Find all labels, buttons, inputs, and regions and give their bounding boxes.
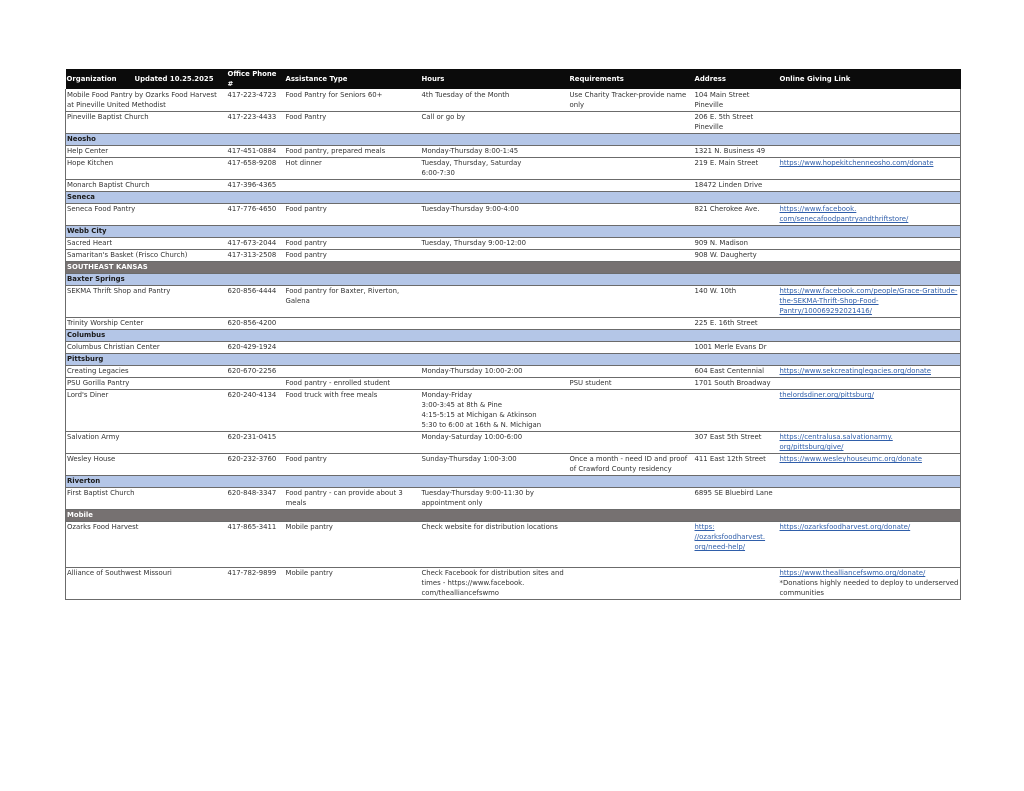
table-row [66,521,961,567]
online-giving-link[interactable]: thelordsdiner.org/pittsburg/ [779,391,874,399]
phone-cell [227,179,285,191]
organization-text: Mobile Food Pantry by Ozarks Food Harvest at Pineville United Methodist [67,90,217,109]
online-giving-cell [779,521,961,567]
requirements-cell [569,521,694,567]
address-text: 307 East 5th Street [694,433,762,441]
assistance-type-cell [285,203,421,225]
requirements-cell [569,365,694,377]
organization-text: Lord's Diner [67,391,109,399]
online-giving-link[interactable]: https://www.wesleyhouseumc.org/donate [779,455,922,463]
assistance-type-text: Food pantry [285,455,327,463]
hours-text: Monday-Thursday 8:00-1:45 [421,147,519,155]
requirements-text: PSU student [569,379,612,387]
organization-text: Help Center [67,147,109,155]
hours-cell [421,365,569,377]
city-label: Baxter Springs [66,273,961,285]
online-giving-link[interactable]: https://www.thealliancefswmo.org/donate/ [779,569,926,577]
online-giving-cell [779,431,961,453]
organization-cell [66,145,227,157]
address-cell [694,317,779,329]
table-row [66,237,961,249]
organization-text: Creating Legacies [67,367,129,375]
requirements-cell [569,453,694,475]
table-row [66,365,961,377]
table-row [66,389,961,431]
phone-cell [227,285,285,317]
hours-cell [421,89,569,111]
address-text: 140 W. 10th [694,287,737,295]
organization-cell [66,237,227,249]
phone-text: 417-451-0884 [227,147,277,155]
assistance-type-cell [285,487,421,509]
assistance-type-cell [285,431,421,453]
address-link[interactable]: https: //ozarksfoodharvest. org/need-help/ [694,523,766,551]
food-resource-table [65,69,961,600]
phone-text: 417-673-2044 [227,239,277,247]
assistance-type-text: Food truck with free meals [285,391,378,399]
organization-text: Alliance of Southwest Missouri [67,569,172,577]
phone-text: 417-223-4433 [227,113,277,121]
header-row [66,69,961,89]
table-row [66,317,961,329]
city-label: Riverton [66,475,961,487]
assistance-type-text: Food Pantry for Seniors 60+ [285,90,383,99]
address-text: 821 Cherokee Ave. [694,205,760,213]
address-cell [694,249,779,261]
organization-cell [66,179,227,191]
phone-text: 417-396-4365 [227,181,277,189]
organization-cell [66,567,227,599]
organization-cell [66,431,227,453]
assistance-type-cell [285,157,421,179]
table-row [66,111,961,133]
phone-cell [227,111,285,133]
table-row [66,89,961,111]
phone-text: 620-231-0415 [227,433,277,441]
phone-text: 417-782-9899 [227,569,277,577]
phone-text: 620-856-4200 [227,319,277,327]
assistance-type-cell [285,111,421,133]
address-text: 104 Main Street Pineville [694,90,750,109]
address-cell [694,111,779,133]
online-giving-cell [779,89,961,111]
address-cell [694,341,779,353]
phone-text: 620-848-3347 [227,489,277,497]
assistance-type-cell [285,341,421,353]
requirements-cell [569,317,694,329]
organization-text: Seneca Food Pantry [67,205,136,213]
giving-note: *Donations highly needed to deploy to underserved communities [779,579,959,597]
assistance-type-text: Food pantry - enrolled student [285,379,391,387]
phone-cell [227,453,285,475]
hours-cell [421,157,569,179]
assistance-type-text: Food pantry - can provide about 3 meals [285,489,403,507]
assistance-type-cell [285,237,421,249]
organization-text: Ozarks Food Harvest [67,523,139,531]
address-text: 411 East 12th Street [694,455,766,463]
assistance-type-text: Hot dinner [285,159,322,167]
organization-cell [66,317,227,329]
city-section-row [66,133,961,145]
hours-cell [421,341,569,353]
phone-cell [227,341,285,353]
header-requirements: Requirements [569,69,694,89]
region-label: SOUTHEAST KANSAS [66,261,961,273]
organization-text: SEKMA Thrift Shop and Pantry [67,287,171,295]
online-giving-link[interactable]: https://www.facebook.com/people/Grace-Gratitude-the-SEKMA-Thrift-Shop-Food-Pantry/100069292021416/ [779,287,958,315]
assistance-type-cell [285,179,421,191]
assistance-type-text: Mobile pantry [285,569,333,577]
requirements-cell [569,285,694,317]
address-cell [694,203,779,225]
phone-cell [227,145,285,157]
requirements-cell [569,567,694,599]
phone-cell [227,237,285,249]
organization-cell [66,111,227,133]
online-giving-cell [779,377,961,389]
hours-text: Check website for distribution locations [421,523,558,531]
assistance-type-cell [285,453,421,475]
table-row [66,157,961,179]
city-section-row [66,225,961,237]
hours-cell [421,453,569,475]
hours-text: 4th Tuesday of the Month [421,90,510,99]
online-giving-cell [779,389,961,431]
assistance-type-cell [285,389,421,431]
city-section-row [66,353,961,365]
online-giving-cell [779,237,961,249]
phone-cell [227,89,285,111]
assistance-type-text: Food Pantry [285,113,327,121]
organization-cell [66,285,227,317]
online-giving-cell [779,285,961,317]
table-row [66,487,961,509]
phone-cell [227,487,285,509]
assistance-type-cell [285,567,421,599]
address-text: 225 E. 16th Street [694,319,758,327]
header-phone: Office Phone # [227,69,285,89]
address-text: 1001 Merle Evans Dr [694,343,767,351]
hours-text: Monday-Saturday 10:00-6:00 [421,433,523,441]
phone-cell [227,567,285,599]
assistance-type-cell [285,377,421,389]
hours-cell [421,179,569,191]
city-section-row [66,329,961,341]
organization-text: Trinity Worship Center [67,319,144,327]
assistance-type-cell [285,365,421,377]
requirements-cell [569,203,694,225]
phone-cell [227,365,285,377]
phone-cell [227,203,285,225]
header-updated-date: Updated 10.25.2025 [134,75,214,83]
hours-cell [421,145,569,157]
address-cell [694,157,779,179]
assistance-type-text: Food pantry for Baxter, Riverton, Galena [285,287,400,305]
assistance-type-cell [285,285,421,317]
hours-cell [421,377,569,389]
online-giving-cell [779,249,961,261]
phone-text: 417-658-9208 [227,159,277,167]
assistance-type-text: Mobile pantry [285,523,333,531]
requirements-cell [569,487,694,509]
address-text: 6895 SE Bluebird Lane [694,489,773,497]
online-giving-link[interactable]: https://www.facebook. com/senecafoodpantryandthriftstore/ [779,205,909,223]
phone-cell [227,157,285,179]
phone-cell [227,249,285,261]
hours-cell [421,317,569,329]
requirements-text: Once a month - need ID and proof of Crawford County residency [569,455,688,473]
table-row [66,341,961,353]
phone-text: 417-865-3411 [227,523,277,531]
organization-cell [66,521,227,567]
requirements-cell [569,341,694,353]
address-cell [694,487,779,509]
resource-directory-sheet [65,69,960,600]
header-organization [66,69,227,89]
organization-text: Columbus Christian Center [67,343,160,351]
organization-cell [66,487,227,509]
assistance-type-text: Food pantry [285,251,327,259]
organization-text: First Baptist Church [67,489,135,497]
hours-cell [421,249,569,261]
organization-cell [66,157,227,179]
address-cell [694,365,779,377]
online-giving-cell [779,453,961,475]
online-giving-cell [779,111,961,133]
address-cell [694,521,779,567]
assistance-type-cell [285,249,421,261]
hours-text: Tuesday-Thursday 9:00-4:00 [421,205,519,213]
hours-cell [421,487,569,509]
phone-text: 620-240-4134 [227,391,277,399]
hours-text: Monday-Friday 3:00-3:45 at 8th & Pine 4:15-5:15 at Michigan & Atkinson 5:30 to 6:00 at 16th & N. Michigan [421,391,542,429]
assistance-type-cell [285,145,421,157]
header-assistance-type: Assistance Type [285,69,421,89]
online-giving-cell [779,203,961,225]
organization-text: Samaritan's Basket (Frisco Church) [67,251,188,259]
assistance-type-cell [285,521,421,567]
hours-text: Monday-Thursday 10:00-2:00 [421,367,523,375]
organization-cell [66,341,227,353]
address-text: 18472 Linden Drive [694,181,763,189]
address-text: 206 E. 5th Street Pineville [694,113,754,131]
address-text: 1321 N. Business 49 [694,147,766,155]
city-section-row [66,273,961,285]
table-row [66,567,961,599]
organization-cell [66,89,227,111]
table-row [66,179,961,191]
organization-text: Pineville Baptist Church [67,113,149,121]
address-cell [694,285,779,317]
address-cell [694,145,779,157]
requirements-cell [569,249,694,261]
requirements-cell [569,89,694,111]
address-cell [694,431,779,453]
hours-text: Call or go by [421,113,466,121]
organization-text: Hope Kitchen [67,159,114,167]
table-row [66,145,961,157]
online-giving-link[interactable]: https://www.hopekitchenneosho.com/donate [779,159,934,167]
phone-cell [227,389,285,431]
requirements-cell [569,157,694,179]
organization-cell [66,377,227,389]
organization-cell [66,365,227,377]
hours-text: Sunday-Thursday 1:00-3:00 [421,455,517,463]
address-cell [694,179,779,191]
address-cell [694,89,779,111]
requirements-cell [569,377,694,389]
online-giving-cell [779,317,961,329]
organization-cell [66,389,227,431]
city-section-row [66,191,961,203]
hours-cell [421,567,569,599]
phone-text: 417-313-2508 [227,251,277,259]
online-giving-link[interactable]: https://ozarksfoodharvest.org/donate/ [779,523,911,531]
organization-cell [66,453,227,475]
table-row [66,249,961,261]
city-label: Columbus [66,329,961,341]
address-cell [694,389,779,431]
online-giving-link[interactable]: https://www.sekcreatinglegacies.org/donate [779,367,931,375]
hours-cell [421,203,569,225]
phone-text: 620-429-1924 [227,343,277,351]
region-header-row [66,509,961,521]
hours-cell [421,521,569,567]
table-row [66,285,961,317]
organization-text: Monarch Baptist Church [67,181,150,189]
header-address: Address [694,69,779,89]
hours-cell [421,431,569,453]
phone-cell [227,431,285,453]
phone-text: 417-223-4723 [227,90,277,99]
online-giving-cell [779,145,961,157]
region-header-row [66,261,961,273]
address-text: 219 E. Main Street [694,159,759,167]
table-row [66,431,961,453]
online-giving-cell [779,179,961,191]
hours-cell [421,237,569,249]
phone-text: 417-776-4650 [227,205,277,213]
online-giving-cell [779,487,961,509]
phone-cell [227,521,285,567]
online-giving-cell [779,365,961,377]
assistance-type-text: Food pantry [285,239,327,247]
online-giving-cell [779,567,961,599]
address-cell [694,453,779,475]
phone-cell [227,377,285,389]
assistance-type-text: Food pantry, prepared meals [285,147,386,155]
address-cell [694,567,779,599]
table-body [66,89,961,599]
address-text: 908 W. Daugherty [694,251,757,259]
city-label: Pittsburg [66,353,961,365]
table-row [66,377,961,389]
hours-text: Tuesday, Thursday 9:00-12:00 [421,239,526,247]
address-text: 604 East Centennial [694,367,765,375]
city-label: Neosho [66,133,961,145]
phone-text: 620-856-4444 [227,287,277,295]
address-text: 909 N. Madison [694,239,749,247]
hours-cell [421,285,569,317]
requirements-cell [569,237,694,249]
assistance-type-text: Food pantry [285,205,327,213]
requirements-cell [569,179,694,191]
city-label: Seneca [66,191,961,203]
requirements-cell [569,111,694,133]
region-label: Mobile [66,509,961,521]
phone-text: 620-670-2256 [227,367,277,375]
requirements-cell [569,145,694,157]
organization-cell [66,249,227,261]
table-row [66,203,961,225]
table-row [66,453,961,475]
address-text: 1701 South Broadway [694,379,771,387]
address-cell [694,237,779,249]
hours-cell [421,389,569,431]
online-giving-cell [779,341,961,353]
hours-text: Tuesday, Thursday, Saturday 6:00-7:30 [421,159,522,177]
address-cell [694,377,779,389]
hours-cell [421,111,569,133]
header-online-giving: Online Giving Link [779,69,961,89]
organization-text: Salvation Army [67,433,120,441]
phone-cell [227,317,285,329]
phone-text: 620-232-3760 [227,455,277,463]
header-organization-label: Organization [66,75,117,83]
requirements-cell [569,431,694,453]
online-giving-cell [779,157,961,179]
header-hours: Hours [421,69,569,89]
city-section-row [66,475,961,487]
organization-cell [66,203,227,225]
requirements-text: Use Charity Tracker-provide name only [569,90,687,109]
requirements-cell [569,389,694,431]
organization-text: Wesley House [67,455,116,463]
organization-text: PSU Gorilla Pantry [67,379,130,387]
city-label: Webb City [66,225,961,237]
assistance-type-cell [285,317,421,329]
hours-text: Check Facebook for distribution sites and times - https://www.facebook. com/thealliancefswmo [421,569,564,597]
assistance-type-cell [285,89,421,111]
organization-text: Sacred Heart [67,239,113,247]
online-giving-link[interactable]: https://centralusa.salvationarmy. org/pittsburg/give/ [779,433,893,451]
hours-text: Tuesday-Thursday 9:00-11:30 by appointment only [421,489,534,507]
